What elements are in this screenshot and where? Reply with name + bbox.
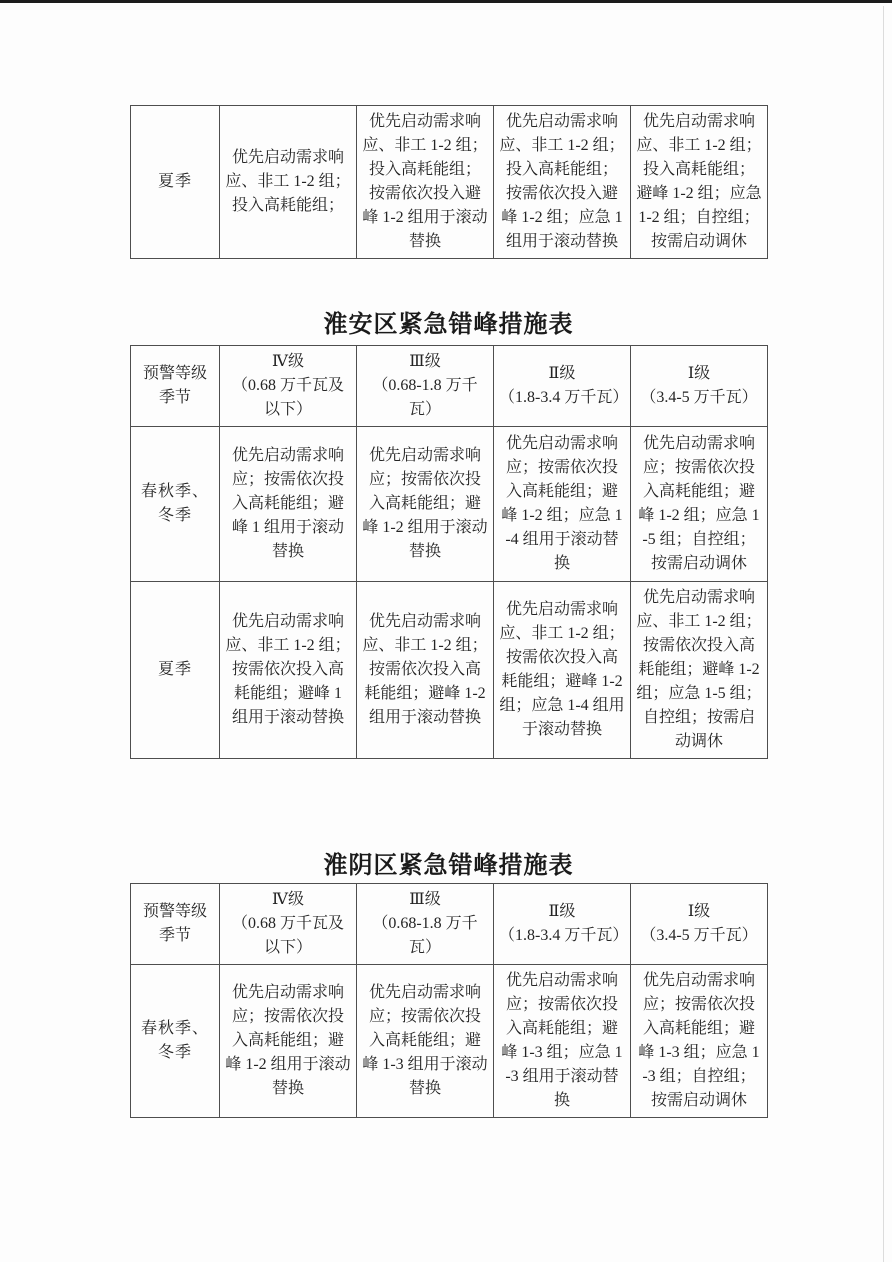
level4-range: （0.68 万千瓦及以下）: [231, 377, 344, 418]
measure-cell-level1: 优先启动需求响应；按需依次投入高耗能组；避峰 1-3 组；应急 1-3 组；自控组；按需启动调休: [631, 965, 768, 1118]
level4-label: Ⅳ级: [272, 891, 304, 908]
level1-label: Ⅰ级: [687, 365, 711, 382]
table-row: [131, 106, 768, 259]
corner-header-line1: 预警等级: [142, 365, 207, 382]
huaian-measures-table: [130, 345, 768, 759]
corner-header-line2: 季节: [158, 927, 191, 944]
level2-label: Ⅱ级: [548, 365, 576, 382]
level2-range: （1.8-3.4 万千瓦）: [499, 389, 629, 406]
corner-header-line1: 预警等级: [142, 903, 207, 920]
measure-cell-level4: 优先启动需求响应；按需依次投入高耗能组；避峰 1-2 组用于滚动替换: [220, 965, 357, 1118]
season-cell: 春秋季、冬季: [131, 427, 220, 582]
table-title-huaian: 淮安区紧急错峰措施表: [323, 311, 574, 338]
measure-cell-level1: 优先启动需求响应、非工 1-2 组；按需依次投入高耗能组；避峰 1-2 组；应急 1-5 组；自控组；按需启动调休: [631, 582, 768, 759]
level4-header-cell: [220, 884, 357, 965]
measure-cell-level2: 优先启动需求响应、非工 1-2 组；投入高耗能组；按需依次投入避峰 1-2 组；应急 1 组用于滚动替换: [494, 106, 631, 259]
level3-range: （0.68-1.8 万千瓦）: [372, 377, 478, 418]
measure-cell-level4: 优先启动需求响应；按需依次投入高耗能组；避峰 1 组用于滚动替换: [220, 427, 357, 582]
measure-cell-level1: 优先启动需求响应；按需依次投入高耗能组；避峰 1-2 组；应急 1-5 组；自控组；按需启动调休: [631, 427, 768, 582]
level2-header-cell: [494, 884, 631, 965]
level2-label: Ⅱ级: [548, 903, 576, 920]
level4-header-cell: [220, 346, 357, 427]
level3-range: （0.68-1.8 万千瓦）: [372, 915, 478, 956]
table-row: [131, 965, 768, 1118]
level1-header-cell: [631, 884, 768, 965]
level3-label: Ⅲ级: [409, 353, 441, 370]
corner-header-line2: 季节: [158, 389, 191, 406]
season-cell: 夏季: [131, 106, 220, 259]
table-title-huaiyin: 淮阴区紧急错峰措施表: [323, 852, 574, 879]
header-row: [131, 884, 768, 965]
measure-cell-level2: 优先启动需求响应、非工 1-2 组；按需依次投入高耗能组；避峰 1-2 组；应急 1-4 组用于滚动替换: [494, 582, 631, 759]
level3-header-cell: [357, 884, 494, 965]
level1-range: （3.4-5 万千瓦）: [640, 389, 758, 406]
measure-cell-level3: 优先启动需求响应、非工 1-2 组；按需依次投入高耗能组；避峰 1-2 组用于滚动替换: [357, 582, 494, 759]
table-row: [131, 582, 768, 759]
level1-header-cell: [631, 346, 768, 427]
table-row: [131, 427, 768, 582]
measure-cell-level1: 优先启动需求响应、非工 1-2 组；投入高耗能组；避峰 1-2 组；应急 1-2 组；自控组；按需启动调休: [631, 106, 768, 259]
season-cell: 夏季: [131, 582, 220, 759]
scan-right-edge: [883, 6, 884, 1262]
measure-cell-level2: 优先启动需求响应；按需依次投入高耗能组；避峰 1-3 组；应急 1-3 组用于滚动替换: [494, 965, 631, 1118]
partial-measures-table: [130, 105, 768, 259]
level4-range: （0.68 万千瓦及以下）: [231, 915, 344, 956]
measure-cell-level3: 优先启动需求响应、非工 1-2 组；投入高耗能组；按需依次投入避峰 1-2 组用于滚动替换: [357, 106, 494, 259]
measure-cell-level3: 优先启动需求响应；按需依次投入高耗能组；避峰 1-3 组用于滚动替换: [357, 965, 494, 1118]
measure-cell-level2: 优先启动需求响应；按需依次投入高耗能组；避峰 1-2 组；应急 1-4 组用于滚动替换: [494, 427, 631, 582]
level3-header-cell: [357, 346, 494, 427]
level2-range: （1.8-3.4 万千瓦）: [499, 927, 629, 944]
level3-label: Ⅲ级: [409, 891, 441, 908]
level4-label: Ⅳ级: [272, 353, 304, 370]
level1-label: Ⅰ级: [687, 903, 711, 920]
measure-cell-level4: 优先启动需求响应、非工 1-2 组；按需依次投入高耗能组；避峰 1 组用于滚动替换: [220, 582, 357, 759]
season-cell: 春秋季、冬季: [131, 965, 220, 1118]
corner-header-cell: [131, 884, 220, 965]
huaiyin-measures-table: [130, 883, 768, 1118]
measure-cell-level3: 优先启动需求响应；按需依次投入高耗能组；避峰 1-2 组用于滚动替换: [357, 427, 494, 582]
measure-cell-level4: 优先启动需求响应、非工 1-2 组；投入高耗能组；: [220, 106, 357, 259]
scan-top-edge: [0, 0, 892, 3]
header-row: [131, 346, 768, 427]
level2-header-cell: [494, 346, 631, 427]
level1-range: （3.4-5 万千瓦）: [640, 927, 758, 944]
corner-header-cell: [131, 346, 220, 427]
